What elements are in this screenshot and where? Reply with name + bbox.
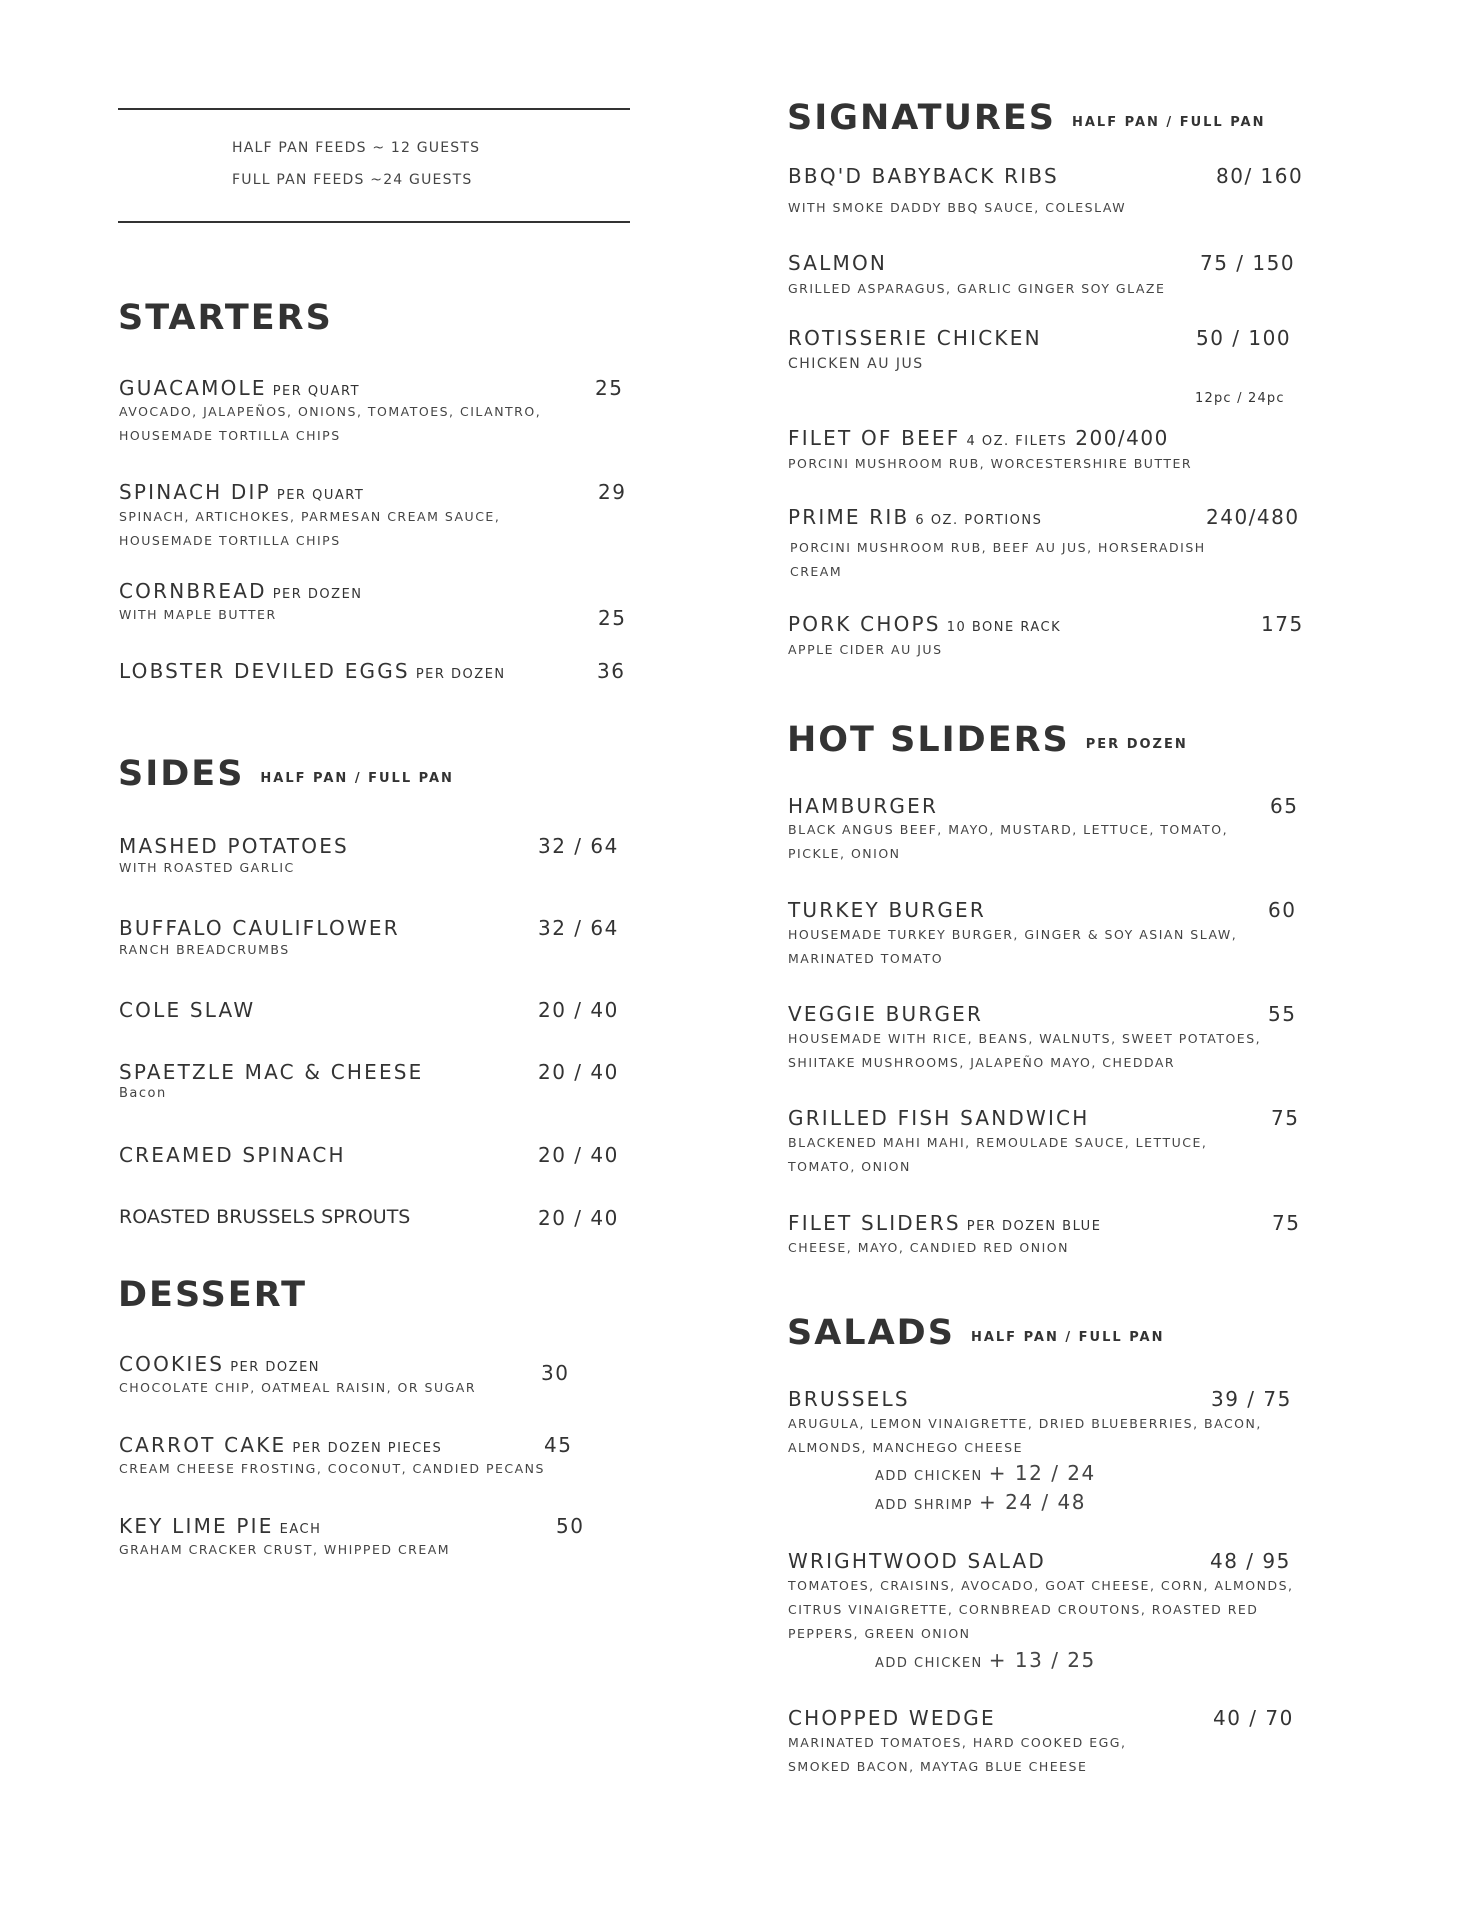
menu-item-name: BRUSSELS (788, 1387, 910, 1411)
menu-item-name: GRILLED FISH SANDWICH (788, 1106, 1090, 1130)
menu-item-price: 20 / 40 (538, 998, 619, 1022)
menu-item-name: KEY LIME PIE EACH (119, 1514, 322, 1538)
header-half-pan-note: HALF PAN FEEDS ~ 12 GUESTS (232, 140, 481, 156)
menu-item-price: 25 (598, 606, 627, 630)
menu-item-name: PORK CHOPS 10 BONE RACK (788, 612, 1062, 636)
menu-item-name: COOKIES PER DOZEN (119, 1352, 321, 1376)
section-title-starters: STARTERS (118, 298, 333, 338)
menu-item-name: TURKEY BURGER (788, 898, 986, 922)
menu-item-name: SPINACH DIP PER QUART (119, 480, 365, 504)
menu-item-description: PICKLE, ONION (788, 846, 901, 861)
menu-item-price: 55 (1268, 1002, 1297, 1026)
section-title-sides: SIDES HALF PAN / FULL PAN (118, 754, 454, 794)
menu-item-name: LOBSTER DEVILED EGGS PER DOZEN (119, 659, 506, 683)
menu-item-name: FILET OF BEEF 4 OZ. FILETS 200/400 (788, 426, 1169, 450)
menu-item-price: 60 (1268, 898, 1297, 922)
menu-item-name: CHOPPED WEDGE (788, 1706, 996, 1730)
menu-item-name: BUFFALO CAULIFLOWER (119, 916, 400, 940)
menu-item-name: CARROT CAKE PER DOZEN PIECES (119, 1433, 443, 1457)
salad-addon: ADD CHICKEN + 13 / 25 (875, 1648, 1096, 1672)
menu-item-price: 75 / 150 (1200, 251, 1296, 275)
menu-item-description: HOUSEMADE TURKEY BURGER, GINGER & SOY ASIAN SLAW, (788, 927, 1238, 942)
menu-item-name: BBQ'D BABYBACK RIBS (788, 164, 1059, 188)
menu-item-price: 29 (598, 480, 627, 504)
menu-item-price: 75 (1272, 1211, 1301, 1235)
menu-item-description: APPLE CIDER AU JUS (788, 642, 943, 657)
portion-count-note: 12pc / 24pc (1195, 391, 1285, 406)
section-title-salads: SALADS HALF PAN / FULL PAN (787, 1313, 1165, 1353)
menu-item-description: GRILLED ASPARAGUS, GARLIC GINGER SOY GLAZE (788, 281, 1166, 296)
menu-item-name: WRIGHTWOOD SALAD (788, 1549, 1046, 1573)
menu-item-description: TOMATO, ONION (788, 1159, 911, 1174)
menu-item-price: 50 (556, 1514, 585, 1538)
menu-item-description: AVOCADO, JALAPEÑOS, ONIONS, TOMATOES, CILANTRO, (119, 404, 542, 419)
salad-addon: ADD CHICKEN + 12 / 24 (875, 1461, 1096, 1485)
menu-item-description: TOMATOES, CRAISINS, AVOCADO, GOAT CHEESE, CORN, ALMONDS, (788, 1578, 1294, 1593)
salad-addon: ADD SHRIMP + 24 / 48 (875, 1490, 1086, 1514)
menu-item-name: PRIME RIB 6 OZ. PORTIONS (788, 505, 1043, 529)
menu-item-name: COLE SLAW (119, 998, 256, 1022)
menu-item-name: VEGGIE BURGER (788, 1002, 984, 1026)
header-bottom-rule (118, 221, 630, 223)
menu-item-name: FILET SLIDERS PER DOZEN BLUE (788, 1211, 1102, 1235)
section-title-dessert: DESSERT (118, 1275, 307, 1315)
menu-item-description: SMOKED BACON, MAYTAG BLUE CHEESE (788, 1759, 1088, 1774)
menu-item-price: 48 / 95 (1210, 1549, 1291, 1573)
menu-item-description: WITH ROASTED GARLIC (119, 860, 295, 875)
section-title-hot-sliders: HOT SLIDERS PER DOZEN (787, 720, 1188, 760)
menu-item-name: SALMON (788, 251, 888, 275)
menu-item-name: SPAETZLE MAC & CHEESE (119, 1060, 424, 1084)
menu-item-price: 32 / 64 (538, 916, 619, 940)
menu-item-price: 50 / 100 (1196, 326, 1292, 350)
menu-item-description: MARINATED TOMATO (788, 951, 944, 966)
menu-item-name: GUACAMOLE PER QUART (119, 376, 361, 400)
menu-item-description: MARINATED TOMATOES, HARD COOKED EGG, (788, 1735, 1127, 1750)
menu-item-description: BLACK ANGUS BEEF, MAYO, MUSTARD, LETTUCE, TOMATO, (788, 822, 1229, 837)
menu-item-description: CREAM CHEESE FROSTING, COCONUT, CANDIED PECANS (119, 1461, 545, 1476)
section-title-signatures: SIGNATURES HALF PAN / FULL PAN (787, 98, 1266, 138)
menu-item-price: 175 (1261, 612, 1304, 636)
menu-item-description: HOUSEMADE TORTILLA CHIPS (119, 533, 341, 548)
menu-item-description: ARUGULA, LEMON VINAIGRETTE, DRIED BLUEBERRIES, BACON, (788, 1416, 1262, 1431)
menu-item-price: 45 (544, 1433, 573, 1457)
menu-item-price: 20 / 40 (538, 1206, 619, 1230)
menu-item-description: SPINACH, ARTICHOKES, PARMESAN CREAM SAUCE, (119, 509, 501, 524)
menu-item-description: WITH MAPLE BUTTER (119, 607, 277, 622)
menu-item-description: Bacon (119, 1086, 167, 1101)
menu-item-price: 30 (541, 1361, 570, 1385)
header-top-rule (118, 108, 630, 110)
menu-item-description: ALMONDS, MANCHEGO CHEESE (788, 1440, 1023, 1455)
menu-item-price: 40 / 70 (1213, 1706, 1294, 1730)
menu-item-description: CITRUS VINAIGRETTE, CORNBREAD CROUTONS, ROASTED RED (788, 1602, 1259, 1617)
menu-item-description: SHIITAKE MUSHROOMS, JALAPEÑO MAYO, CHEDDAR (788, 1055, 1176, 1070)
menu-item-name: ROASTED BRUSSELS SPROUTS (119, 1206, 411, 1228)
menu-item-description: RANCH BREADCRUMBS (119, 942, 290, 957)
menu-item-description: CHICKEN AU JUS (788, 356, 924, 372)
menu-item-price: 32 / 64 (538, 834, 619, 858)
menu-item-price: 75 (1271, 1106, 1300, 1130)
menu-item-name: ROTISSERIE CHICKEN (788, 326, 1042, 350)
menu-item-name: CREAMED SPINACH (119, 1143, 346, 1167)
menu-item-description: HOUSEMADE WITH RICE, BEANS, WALNUTS, SWEET POTATOES, (788, 1031, 1262, 1046)
menu-item-price: 20 / 40 (538, 1143, 619, 1167)
menu-item-description: CHOCOLATE CHIP, OATMEAL RAISIN, OR SUGAR (119, 1380, 477, 1395)
menu-item-price: 20 / 40 (538, 1060, 619, 1084)
menu-item-description: WITH SMOKE DADDY BBQ SAUCE, COLESLAW (788, 200, 1127, 215)
menu-item-description: CHEESE, MAYO, CANDIED RED ONION (788, 1240, 1069, 1255)
menu-item-description: PORCINI MUSHROOM RUB, BEEF AU JUS, HORSERADISH (790, 540, 1206, 555)
menu-item-name: MASHED POTATOES (119, 834, 349, 858)
menu-item-price: 25 (595, 376, 624, 400)
menu-item-description: HOUSEMADE TORTILLA CHIPS (119, 428, 341, 443)
menu-item-name: HAMBURGER (788, 794, 939, 818)
menu-item-description: GRAHAM CRACKER CRUST, WHIPPED CREAM (119, 1542, 451, 1557)
menu-item-price: 65 (1270, 794, 1299, 818)
menu-item-price: 80/ 160 (1216, 164, 1304, 188)
menu-item-description: BLACKENED MAHI MAHI, REMOULADE SAUCE, LETTUCE, (788, 1135, 1208, 1150)
menu-item-price: 36 (597, 659, 626, 683)
header-full-pan-note: FULL PAN FEEDS ~24 GUESTS (232, 172, 473, 188)
menu-item-price: 39 / 75 (1211, 1387, 1292, 1411)
menu-item-name: CORNBREAD PER DOZEN (119, 579, 363, 603)
menu-item-description: PORCINI MUSHROOM RUB, WORCESTERSHIRE BUTTER (788, 456, 1193, 471)
menu-item-description: PEPPERS, GREEN ONION (788, 1626, 971, 1641)
menu-item-description: CREAM (790, 564, 843, 579)
menu-item-price: 240/480 (1206, 505, 1300, 529)
